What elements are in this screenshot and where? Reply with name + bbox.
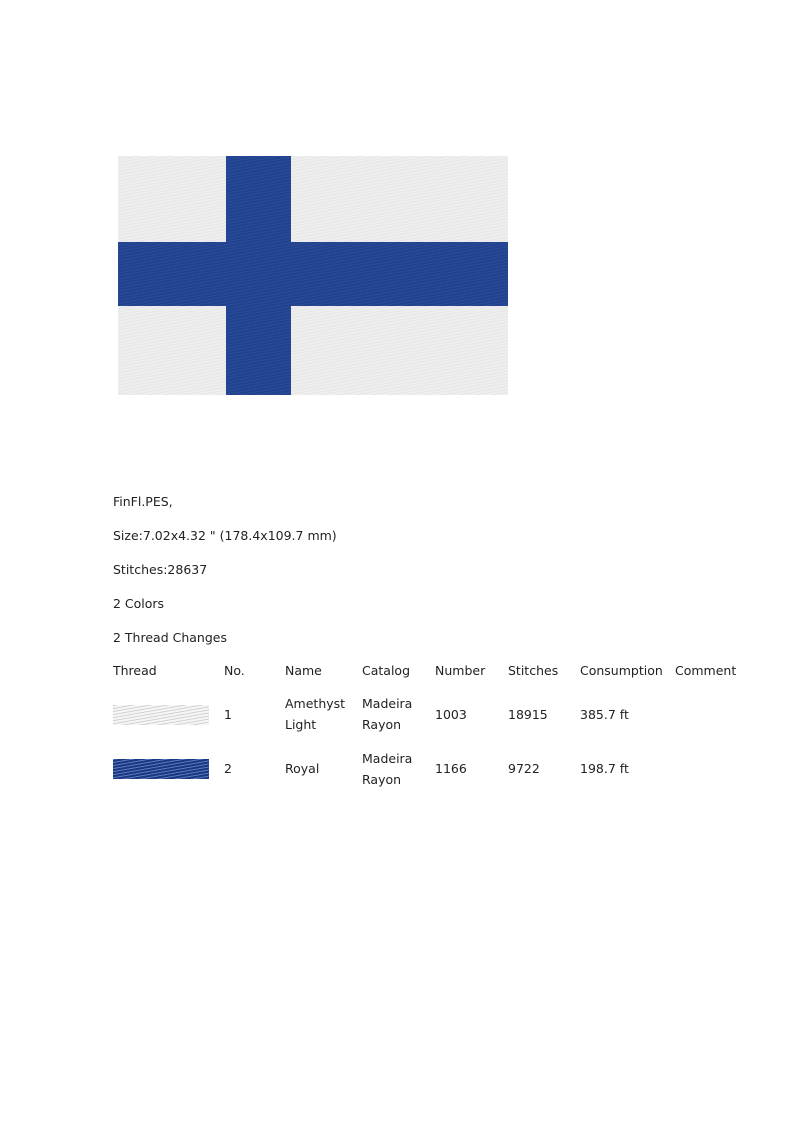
row-catalog (362, 748, 412, 790)
header-no: No. (224, 663, 245, 678)
row-stitches: 9722 (508, 761, 540, 776)
thread-swatch-blue (113, 759, 209, 779)
header-name: Name (285, 663, 322, 678)
row-catalog-line1: Madeira (362, 751, 413, 766)
design-colors: 2 Colors (113, 596, 165, 611)
header-comment: Comment (675, 663, 737, 678)
row-catalog-line2: Rayon (362, 717, 402, 732)
row-name (285, 693, 345, 735)
header-number: Number (435, 663, 486, 678)
design-thread-changes: 2 Thread Changes (113, 630, 227, 645)
design-preview-flag (118, 156, 508, 395)
row-name-line2: Light (285, 717, 317, 732)
row-name: Royal (285, 761, 320, 776)
design-size: Size:7.02x4.32 " (178.4x109.7 mm) (113, 528, 337, 543)
row-number: 1166 (435, 761, 467, 776)
row-name-line1: Amethyst (285, 696, 346, 711)
design-filename: FinFl.PES, (113, 494, 173, 509)
header-catalog: Catalog (362, 663, 411, 678)
row-consumption: 198.7 ft (580, 761, 629, 776)
row-catalog-line1: Madeira (362, 696, 413, 711)
row-no: 1 (224, 707, 232, 722)
row-no: 2 (224, 761, 232, 776)
header-consumption: Consumption (580, 663, 663, 678)
row-stitches: 18915 (508, 707, 548, 722)
row-catalog (362, 693, 412, 735)
flag-cross-horizontal (118, 242, 508, 306)
thread-swatch-white (113, 705, 209, 725)
header-stitches: Stitches (508, 663, 559, 678)
row-catalog-line2: Rayon (362, 772, 402, 787)
row-consumption: 385.7 ft (580, 707, 629, 722)
row-number: 1003 (435, 707, 467, 722)
header-thread: Thread (113, 663, 157, 678)
design-stitches: Stitches:28637 (113, 562, 208, 577)
